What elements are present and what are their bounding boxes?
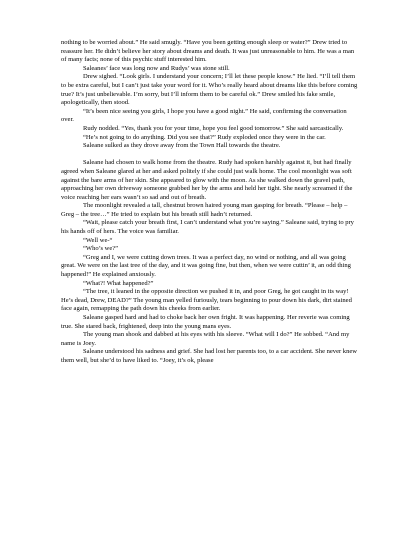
paragraph: Rudy nodded. “Yes, thank you for your time, hope you feel good tomorrow.” She said sarcastically. bbox=[83, 124, 344, 132]
paragraph: “What?! What happened?” bbox=[83, 279, 154, 287]
paragraph: Saleane sulked as they drove away from the Town Hall towards the theatre. bbox=[83, 142, 281, 150]
paragraph: Drew sighed. “Look girls. I understand your concern; I’ll let these people know.” He lied. “I’ll tell them to be extra careful, but I can’t just take your word for it. Who’s really heard about dreams like this before coming true? It’s just unbelievable. I’m sorry, but I’ll inform them to be careful ok.” Drew smiled his fake smile, apologetically, then stood. bbox=[61, 73, 358, 107]
paragraph: “He’s not going to do anything. Did you see that?” Rudy exploded once they were in the car. bbox=[83, 133, 326, 141]
paragraph: The young man shook and dabbed at his eyes with his sleeve. “What will I do?” He sobbed. “And my name is Joey. bbox=[61, 331, 350, 347]
paragraph: “Well we-“ bbox=[83, 236, 113, 244]
paragraph: Saleanes’ face was long now and Rudys’ was stone still. bbox=[83, 64, 230, 72]
paragraph: The moonlight revealed a tall, chestnut brown haired young man gasping for breath. “Please – help – Greg – the tree…” He tried to explain but his breath still hadn’t returned. bbox=[61, 202, 348, 218]
paragraph: Saleane had chosen to walk home from the theatre. Rudy had spoken harshly against it, but had finally agreed when Saleane glared at her and asked politely if she could just walk home. The cool moonlight was soft against the bare arms of her skin. She appeared to glow with the moon. As she walked down the gravel path, approaching her own driveway someone grabbed her by the arms and held her tight. She nearly screamed if the voice reaching her ears wasn’t so sad and out of breath. bbox=[61, 159, 353, 201]
document-page bbox=[61, 39, 361, 366]
paragraph: nothing to be worried about.” He said smugly. “Have you been getting enough sleep or water?” Drew tried to reassure her. He didn’t believe her story about dreams and death. It was just unreasonable to him. He was a man of many facts; none of this psychic stuff interested him. bbox=[61, 39, 355, 64]
paragraph: “Wait, please catch your breath first, I can’t understand what you’re saying.” Saleane said, trying to pry his hands off of hers. The voice was familiar. bbox=[61, 219, 354, 236]
paragraph: “Greg and I, we were cutting down trees. It was a perfect day, no wind or nothing, and all was going great. We were on the last tree of the day, and it was going fine, but then, when we were cuttin’ it, an odd thing happened!” He explained anxiously. bbox=[61, 253, 351, 279]
paragraph: “The tree, it leaned in the opposite direction we pushed it in, and poor Greg, he got caught in its way! He’s dead, Drew, DEAD?” The young man yelled furiously, tears beginning to pour down his dark, dirt stained face again, remapping the path down his cheeks from earlier. bbox=[61, 288, 352, 313]
paragraph: “It’s been nice seeing you girls, I hope you have a good night.” He said, confirming the conversation over. bbox=[61, 107, 347, 124]
paragraph: “Who’s we?” bbox=[83, 245, 119, 253]
paragraph: Saleane gasped hard and had to choke back her own fright. It was happening. Her reverie was coming true. She stared back, frightened, deep into the young mans eyes. bbox=[61, 314, 350, 330]
paragraph: Saleane understood his sadness and grief. She had lost her parents too, to a car accident. She never knew them well, but she’d to have liked to. “Joey, it’s ok, please bbox=[61, 348, 357, 364]
